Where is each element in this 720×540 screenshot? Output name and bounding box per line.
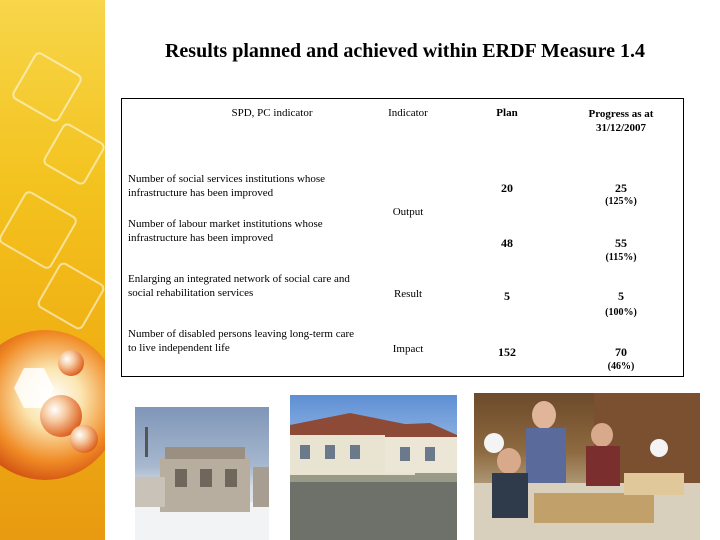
row-1-plan: 20 <box>501 181 513 195</box>
results-table <box>121 98 684 377</box>
header-plan: Plan <box>496 107 518 119</box>
row-2-plan: 48 <box>501 236 513 250</box>
header-indicator-type: Indicator <box>388 107 428 119</box>
row-3-plan: 5 <box>504 289 510 303</box>
row-4-plan: 152 <box>498 345 516 359</box>
hexagon-outline-3 <box>0 189 79 271</box>
row-2-progress: 55 <box>615 236 627 250</box>
decorative-sidebar <box>0 0 105 540</box>
hexagon-outline-1 <box>10 50 84 124</box>
row-4-type: Impact <box>392 343 424 355</box>
row-4-name: Number of disabled persons leaving long-term care to live independent life <box>128 328 355 354</box>
row-3-progress: 5 <box>618 289 624 303</box>
row-3-name: Enlarging an integrated network of social care and social rehabilitation services <box>128 273 350 299</box>
row-4-percent: (46%) <box>607 361 635 372</box>
construction-site-photo <box>135 407 269 540</box>
header-progress: Progress as at 31/12/2007 <box>588 108 654 134</box>
sphere-decoration-3 <box>70 425 98 453</box>
building-photo <box>290 395 457 540</box>
row-3-percent: (100%) <box>605 307 637 318</box>
row-2-percent: (115%) <box>605 252 637 263</box>
row-2-name: Number of labour market institutions whose infrastructure has been improved <box>128 218 323 244</box>
row-3-type: Result <box>393 288 423 300</box>
workshop-photo <box>474 393 700 540</box>
row-1-name: Number of social services institutions whose infrastructure has been improved <box>128 173 326 199</box>
row-1-progress: 25 <box>615 181 627 195</box>
slide-title: Results planned and achieved within ERDF Measure 1.4 <box>164 40 646 62</box>
sphere-decoration-2 <box>58 350 84 376</box>
row-1-percent: (125%) <box>605 196 637 207</box>
output-label: Output <box>392 206 424 218</box>
hexagon-outline-2 <box>41 121 105 187</box>
hexagon-outline-4 <box>35 260 105 331</box>
row-4-progress: 70 <box>615 345 627 359</box>
header-indicator-name: SPD, PC indicator <box>231 107 313 119</box>
